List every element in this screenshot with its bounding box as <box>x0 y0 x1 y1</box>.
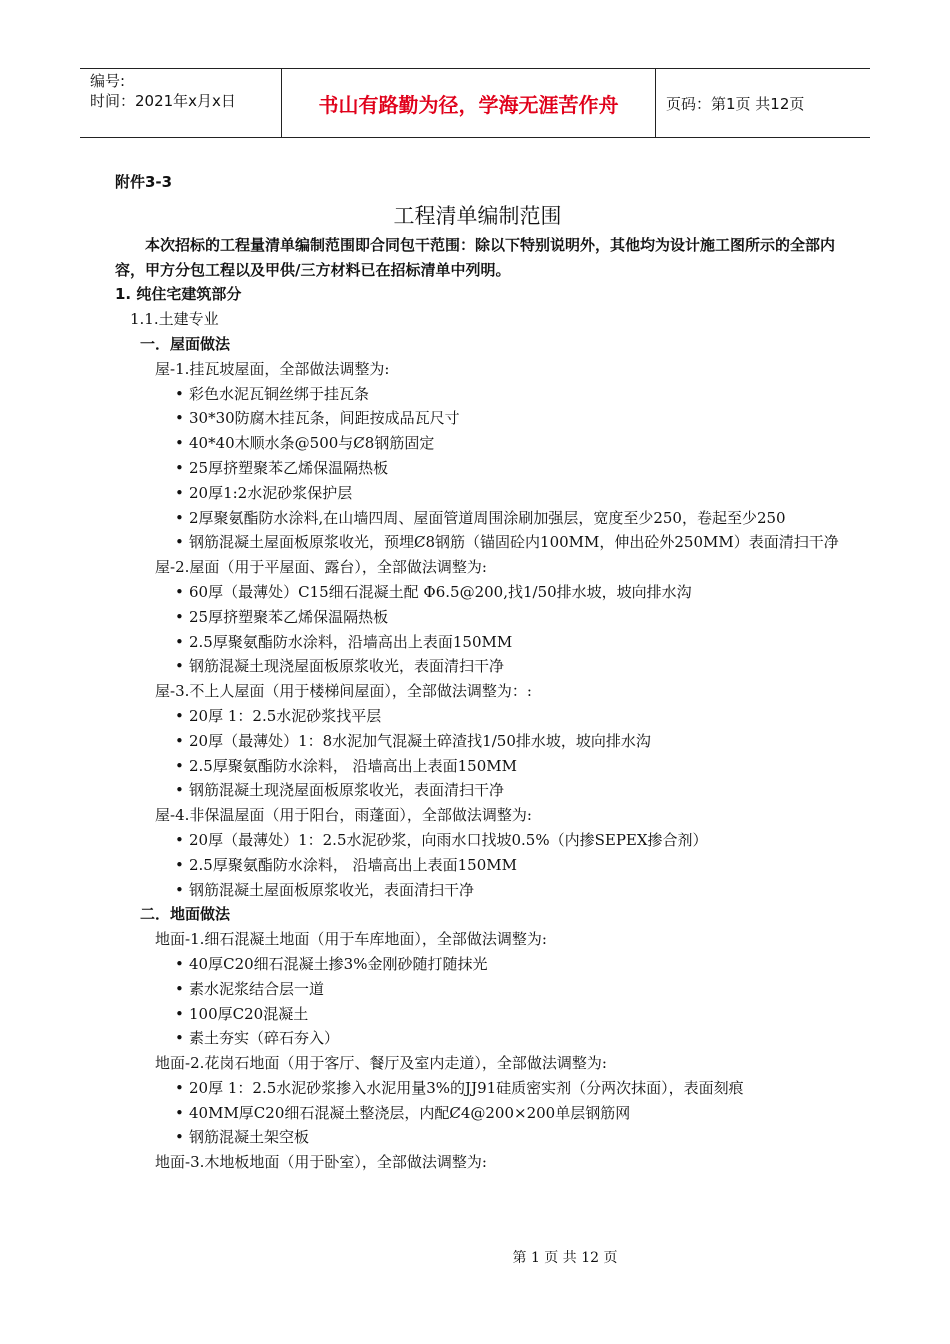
list-item-text: 2厚聚氨酯防水涂料,在山墙四周、屋面管道周围涂刷加强层，宽度至少250，卷起至少250 <box>189 508 786 527</box>
bullet-icon: • <box>175 880 184 899</box>
list-item-text: 素水泥浆结合层一道 <box>189 979 325 998</box>
bullet-icon: • <box>175 954 184 973</box>
list-item-text: 20厚（最薄处）1：8水泥加气混凝土碎渣找1/50排水坡，坡向排水沟 <box>189 731 651 750</box>
list-item <box>115 654 840 679</box>
roof-1-list <box>115 382 840 556</box>
bullet-icon: • <box>175 533 184 552</box>
bullet-icon: • <box>175 508 184 527</box>
list-item <box>115 431 840 456</box>
list-item <box>115 1002 840 1027</box>
list-item <box>115 382 840 407</box>
time-label: 时间：2021年x月x日 <box>90 92 236 110</box>
bullet-icon: • <box>175 434 184 453</box>
bullet-icon: • <box>175 756 184 775</box>
bullet-icon: • <box>175 607 184 626</box>
list-item <box>115 828 840 853</box>
list-item-text: 钢筋混凝土架空板 <box>189 1128 310 1147</box>
roof-3-heading: 屋-3.不上人屋面（用于楼梯间屋面），全部做法调整为：: <box>155 682 532 701</box>
floor-3-heading: 地面-3.木地板地面（用于卧室），全部做法调整为: <box>155 1153 487 1172</box>
bullet-icon: • <box>175 1128 184 1147</box>
footer-page-number: 第 1 页 共 12 页 <box>512 1250 618 1266</box>
document-title: 工程清单编制范围 <box>393 203 562 228</box>
list-item-text: 钢筋混凝土屋面板原浆收光，表面清扫干净 <box>189 880 475 899</box>
floor-2-heading: 地面-2.花岗石地面（用于客厅、餐厅及室内走道），全部做法调整为: <box>155 1054 607 1073</box>
list-item-text: 20厚（最薄处）1：2.5水泥砂浆，向雨水口找坡0.5%（内掺SEPEX掺合剂） <box>189 830 708 849</box>
list-item <box>115 1125 840 1150</box>
list-item-text: 2.5厚聚氨酯防水涂料， 沿墙高出上表面150MM <box>189 756 517 775</box>
list-item <box>115 481 840 506</box>
header-page-label: 页码：第1页 共12页 <box>666 94 805 113</box>
list-item <box>115 456 840 481</box>
list-item-text: 20厚 1：2.5水泥砂浆掺入水泥用量3%的JJ91硅质密实剂（分两次抹面），表面刻痕 <box>189 1078 744 1097</box>
list-item-text: 钢筋混凝土屋面板原浆收光，预埋Ȼ8钢筋（锚固砼内100MM，伸出砼外250MM）表面清扫干净 <box>189 533 839 552</box>
attachment-label: 附件3-3 <box>115 173 173 191</box>
roof-4-heading: 屋-4.非保温屋面（用于阳台，雨蓬面），全部做法调整为: <box>155 806 532 825</box>
subsection-heading: 1.1.土建专业 <box>130 310 219 329</box>
header-left-cell <box>80 69 282 137</box>
list-item <box>115 878 840 903</box>
bullet-icon: • <box>175 979 184 998</box>
list-item-text: 2.5厚聚氨酯防水涂料，沿墙高出上表面150MM <box>189 632 513 651</box>
list-item <box>115 778 840 803</box>
bullet-icon: • <box>175 706 184 725</box>
list-item-text: 30*30防腐木挂瓦条，间距按成品瓦尺寸 <box>189 409 460 428</box>
list-item-text: 20厚 1：2.5水泥砂浆找平层 <box>189 706 382 725</box>
page-footer <box>0 1247 950 1267</box>
bullet-icon: • <box>175 781 184 800</box>
part-heading-roof: 一．屋面做法 <box>140 334 231 353</box>
header-motto: 书山有路勤为径，学海无涯苦作舟 <box>282 69 656 137</box>
list-item <box>115 1076 840 1101</box>
roof-1-heading: 屋-1.挂瓦坡屋面，全部做法调整为: <box>155 359 390 378</box>
bullet-icon: • <box>175 1103 184 1122</box>
list-item <box>115 530 840 555</box>
intro-paragraph: 本次招标的工程量清单编制范围即合同包干范围：除以下特别说明外，其他均为设计施工图所示的全部内容，甲方分包工程以及甲供/三方材料已在招标清单中列明。 <box>115 235 836 279</box>
list-item <box>115 605 840 630</box>
list-item-text: 25厚挤塑聚苯乙烯保温隔热板 <box>189 607 389 626</box>
floor-1-heading: 地面-1.细石混凝土地面（用于车库地面），全部做法调整为: <box>155 930 547 949</box>
bullet-icon: • <box>175 458 184 477</box>
list-item-text: 40MM厚C20细石混凝土整浇层，内配Ȼ4@200×200单层钢筋网 <box>189 1103 631 1122</box>
bullet-icon: • <box>175 855 184 874</box>
floor-1-list <box>115 952 840 1051</box>
list-item <box>115 977 840 1002</box>
roof-2-list <box>115 580 840 679</box>
bullet-icon: • <box>175 657 184 676</box>
bullet-icon: • <box>175 830 184 849</box>
list-item-text: 钢筋混凝土现浇屋面板原浆收光，表面清扫干净 <box>189 657 505 676</box>
part-heading-floor: 二．地面做法 <box>140 905 231 924</box>
bullet-icon: • <box>175 483 184 502</box>
list-item-text: 素土夯实（碎石夯入） <box>189 1029 340 1048</box>
bullet-icon: • <box>175 409 184 428</box>
list-item-text: 2.5厚聚氨酯防水涂料， 沿墙高出上表面150MM <box>189 855 517 874</box>
list-item <box>115 1026 840 1051</box>
floor-2-list <box>115 1076 840 1150</box>
list-item <box>115 580 840 605</box>
list-item <box>115 406 840 431</box>
list-item <box>115 729 840 754</box>
roof-4-list <box>115 828 840 902</box>
list-item-text: 25厚挤塑聚苯乙烯保温隔热板 <box>189 458 389 477</box>
list-item <box>115 952 840 977</box>
list-item <box>115 754 840 779</box>
list-item-text: 40厚C20细石混凝土掺3%金刚砂随打随抹光 <box>189 954 488 973</box>
section-heading: 1. 纯住宅建筑部分 <box>115 285 242 304</box>
list-item <box>115 630 840 655</box>
bullet-icon: • <box>175 1004 184 1023</box>
list-item <box>115 1101 840 1126</box>
bullet-icon: • <box>175 1078 184 1097</box>
bullet-icon: • <box>175 384 184 403</box>
bullet-icon: • <box>175 731 184 750</box>
list-item-text: 彩色水泥瓦铜丝绑于挂瓦条 <box>189 384 370 403</box>
roof-3-list <box>115 704 840 803</box>
list-item <box>115 853 840 878</box>
bullet-icon: • <box>175 582 184 601</box>
list-item-text: 100厚C20混凝土 <box>189 1004 309 1023</box>
roof-2-heading: 屋-2.屋面（用于平屋面、露台），全部做法调整为: <box>155 558 487 577</box>
bullet-icon: • <box>175 1029 184 1048</box>
list-item <box>115 704 840 729</box>
page-header <box>80 68 870 138</box>
list-item-text: 60厚（最薄处）C15细石混凝土配 Φ6.5@200,找1/50排水坡，坡向排水沟 <box>189 582 692 601</box>
number-label: 编号: <box>90 72 126 90</box>
document-body <box>115 170 840 1175</box>
bullet-icon: • <box>175 632 184 651</box>
list-item-text: 20厚1:2水泥砂浆保护层 <box>189 483 353 502</box>
list-item <box>115 506 840 531</box>
list-item-text: 钢筋混凝土现浇屋面板原浆收光，表面清扫干净 <box>189 781 505 800</box>
list-item-text: 40*40木顺水条@500与Ȼ8钢筋固定 <box>189 434 435 453</box>
